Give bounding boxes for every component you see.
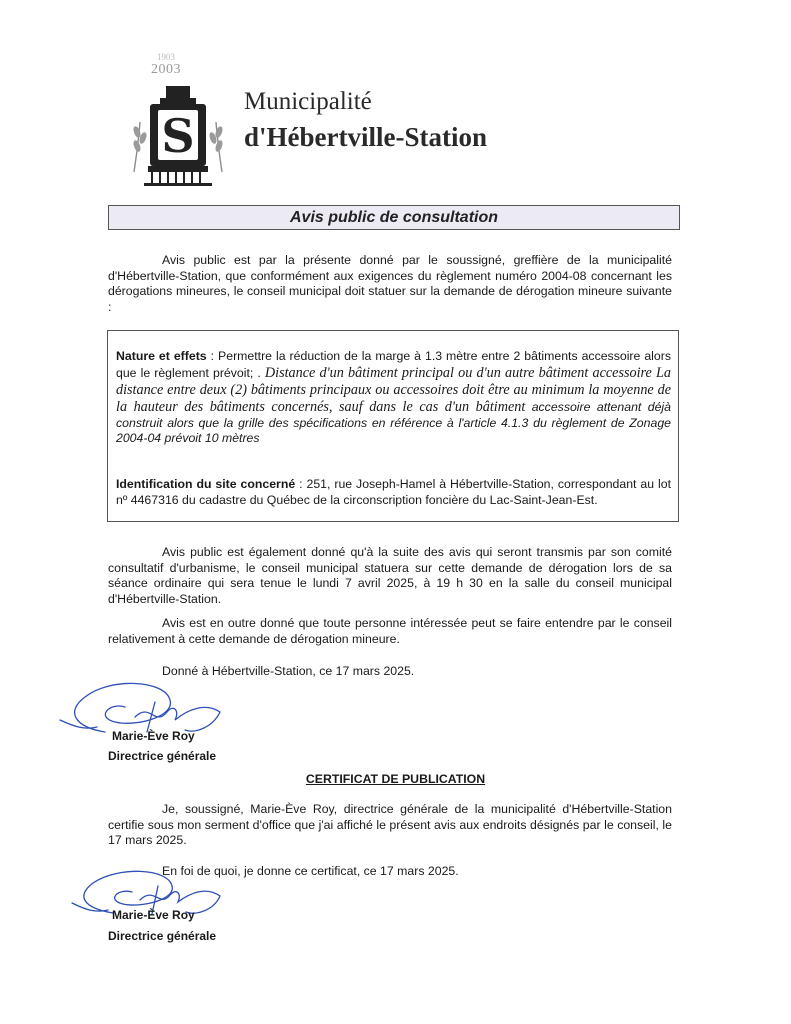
municipality-name-line1: Municipalité (244, 88, 372, 115)
municipality-name-line2: d'Hébertville-Station (244, 122, 487, 152)
nature-text: : Permettre la réduction de la marge à 1.3 mètre entre 2 bâtiments accessoire alors que le règlement prévoit; . (116, 349, 671, 380)
nature-paragraph (116, 349, 671, 447)
given-date: Donné à Hébertville-Station, ce 17 mars 2025. (162, 664, 415, 678)
intro-paragraph (108, 253, 672, 315)
certificate-closing: En foi de quoi, je donne ce certificat, ce 17 mars 2025. (162, 864, 459, 878)
certificate-paragraph (108, 802, 672, 849)
nature-italic-serif: Distance d'un bâtiment principal ou d'un autre bâtiment accessoire La distance entre deux (2) bâtiments principaux ou accessoires doit être au minimum la moyenne de la hauteur des bâtiments concernés, sauf dans le cas d'un bâtiment (116, 364, 672, 415)
municipality-logo (128, 52, 228, 187)
notice-title: Avis public de consultation (289, 209, 499, 226)
signer-name-2: Marie-Ève Roy (112, 908, 195, 922)
hearing-paragraph (108, 616, 672, 647)
site-label: Identification du site concerné (116, 477, 296, 491)
nature-italic-sans: accessoire attenant déjà construit alors que la grille des spécifications en référence à l'article 4.1.3 du règlement de Zonage 2004-04 prévoit 10 mètres (116, 399, 671, 445)
meeting-paragraph (108, 545, 672, 607)
meeting-text: Avis public est également donné qu'à la suite des avis qui seront transmis par son comité consultatif d'urbanisme, le conseil municipal statuera sur cette demande de dérogation lors de sa séance ordinaire qui sera tenue le lundi 7 avril 2025, à 19 h 30 en la salle du conseil municipal d'Hébertville-Station. (108, 545, 672, 606)
intro-text: Avis public est par la présente donné par le soussigné, greffière de la municipalité d'Hébertville-Station, que conformément aux exigences du règlement numéro 2004-08 concernant les dérogations mineures, le conseil municipal doit statuer sur la demande de dérogation mineure suivante : (108, 253, 672, 314)
title-box (108, 205, 680, 230)
signer-role-2: Directrice générale (108, 929, 217, 943)
certificate-title: CERTIFICAT DE PUBLICATION (305, 772, 486, 786)
site-text: : 251, rue Joseph-Hamel à Hébertville-Station, correspondant au lot nº 4467316 du cadastre du Québec de la circonscription foncière du Lac-Saint-Jean-Est. (116, 477, 671, 507)
logo-year: 2003 (151, 62, 181, 77)
svg-text:S: S (161, 109, 195, 163)
hearing-text: Avis est en outre donné que toute personne intéressée peut se faire entendre par le conseil relativement à cette demande de dérogation mineure. (108, 616, 672, 646)
nature-label: Nature et effets (116, 349, 207, 363)
site-paragraph (116, 477, 671, 508)
certificate-text: Je, soussigné, Marie-Ève Roy, directrice générale de la municipalité d'Hébertville-Station certifie sous mon serment d'office que j'ai affiché le présent avis aux endroits désignés par le conseil, le 17 mars 2025. (108, 802, 672, 847)
signer-name-1: Marie-Ève Roy (112, 729, 195, 743)
logo-year-small: 1903 (157, 52, 175, 62)
signer-role-1: Directrice générale (108, 749, 217, 763)
